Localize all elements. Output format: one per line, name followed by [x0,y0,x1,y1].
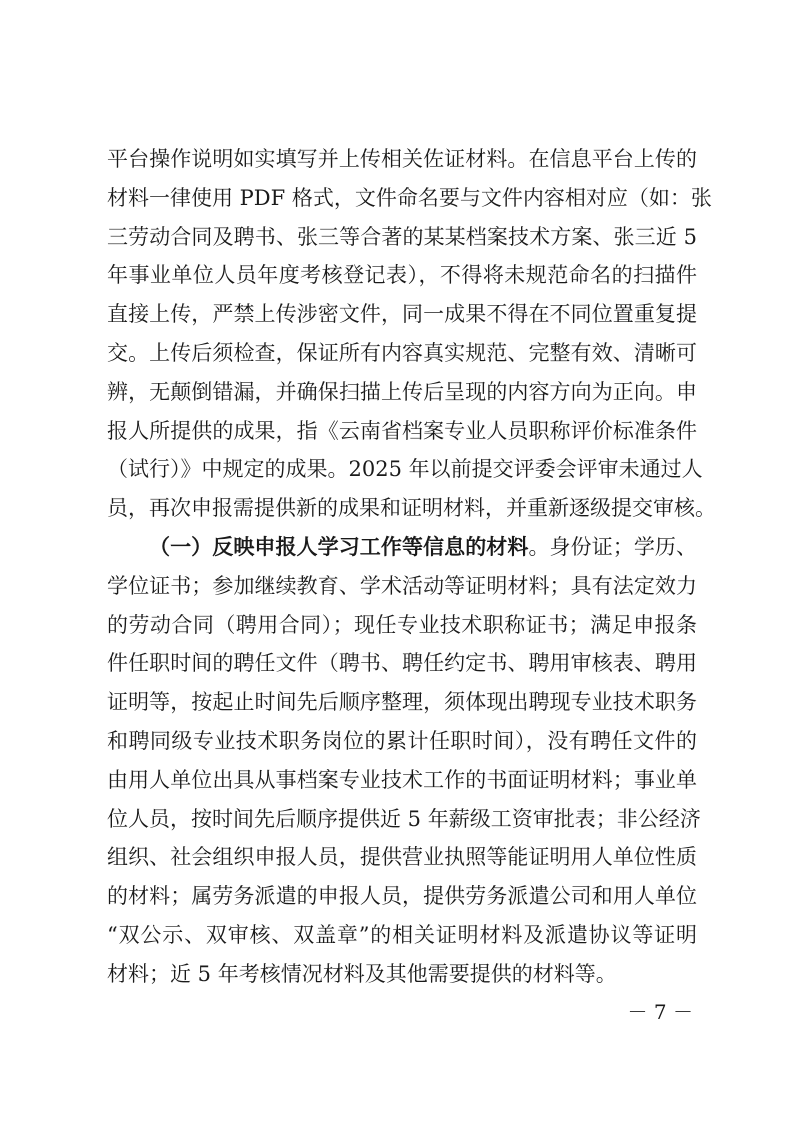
paragraph-line: 年事业单位人员年度考核登记表），不得将未规范命名的扫描件 [107,263,697,288]
body-text [107,140,716,994]
paragraph-line: 和聘同级专业技术职务岗位的累计任职时间），没有聘任文件的 [107,728,697,753]
paragraph-line: 平台操作说明如实填写并上传相关佐证材料。在信息平台上传的 [107,147,697,171]
section-heading: （一）反映申报人学习工作等信息的材料 [149,533,529,559]
paragraph-text: 。身份证；学历、 [528,534,698,559]
paragraph-line: 由用人单位出具从事档案专业技术工作的书面证明材料；事业单 [107,767,697,792]
paragraph-line: 材料；近 5 年考核情况材料及其他需要提供的材料等。 [107,961,617,986]
paragraph-line: 报人所提供的成果，指《云南省档案专业人员职称评价标准条件 [107,418,697,443]
paragraph-line: 材料一律使用 PDF 格式，文件命名要与文件内容相对应（如：张 [107,185,712,210]
paragraph-line: 辨，无颠倒错漏，并确保扫描上传后呈现的内容方向为正向。申 [107,379,697,404]
paragraph-line: 组织、社会组织申报人员，提供营业执照等能证明用人单位性质 [107,845,697,870]
paragraph-line: “双公示、双审核、双盖章”的相关证明材料及派遣协议等证明 [107,922,697,947]
paragraph-line: 三劳动合同及聘书、张三等合著的某某档案技术方案、张三近 5 [107,224,697,249]
paragraph-line: 员，再次申报需提供新的成果和证明材料，并重新逐级提交审核。 [107,496,716,521]
paragraph-line: 的劳动合同（聘用合同）；现任专业技术职称证书；满足申报条 [107,612,697,637]
paragraph-line: 的材料；属劳务派遣的申报人员，提供劳务派遣公司和用人单位 [107,884,697,909]
paragraph-line: 证明等，按起止时间先后顺序整理，须体现出聘现专业技术职务 [107,690,697,715]
paragraph-line: 位人员，按时间先后顺序提供近 5 年薪级工资审批表；非公经济 [107,806,701,831]
paragraph-line: 直接上传，严禁上传涉密文件，同一成果不得在不同位置重复提 [107,302,697,327]
paragraph-line: 学位证书；参加继续教育、学术活动等证明材料；具有法定效力 [107,573,697,598]
paragraph-line: （试行）》中规定的成果。2025 年以前提交评委会评审未通过人 [107,457,703,482]
paragraph-line: 交。上传后须检查，保证所有内容真实规范、完整有效、清晰可 [107,340,697,365]
paragraph-first-line [107,528,697,567]
page-number: － 7 － [627,1000,693,1024]
paragraph-line: 件任职时间的聘任文件（聘书、聘任约定书、聘用审核表、聘用 [107,651,697,676]
